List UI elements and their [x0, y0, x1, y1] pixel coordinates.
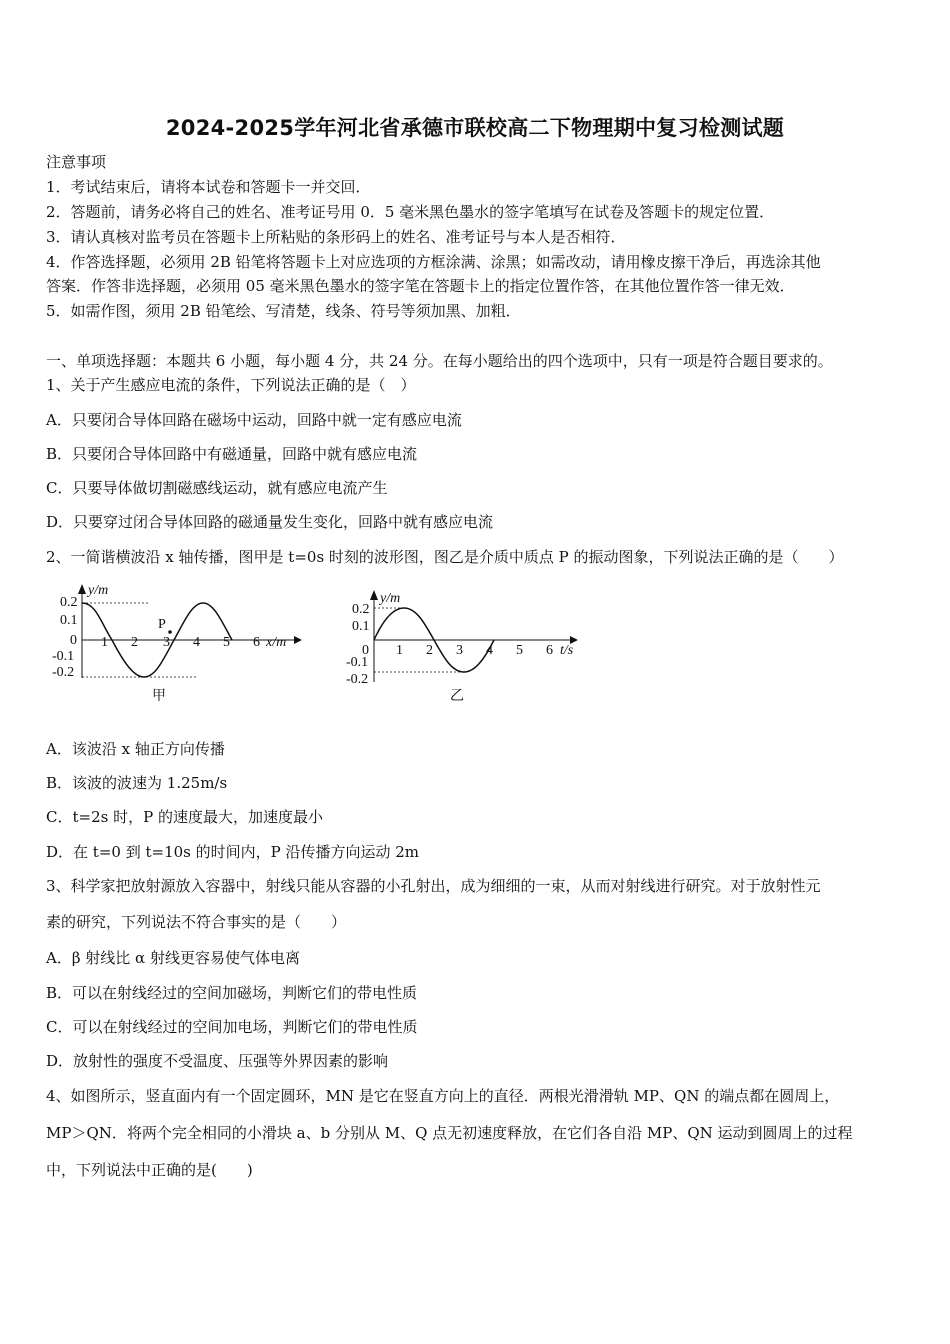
point-p-label: P: [158, 617, 166, 632]
t-tick-label: 1: [396, 643, 403, 658]
vibration-graph-yi: [338, 588, 588, 708]
x-tick-label: 3: [163, 635, 170, 650]
question-1-stem: 1、关于产生感应电流的条件，下列说法正确的是（ ）: [46, 376, 416, 394]
y-tick-label: 0.2: [352, 602, 370, 617]
y-axis-arrow: [78, 584, 86, 594]
question-1-option-a: A．只要闭合导体回路在磁场中运动，回路中就一定有感应电流: [46, 411, 462, 429]
question-1-option-c: C．只要导体做切割磁感线运动，就有感应电流产生: [46, 479, 388, 497]
x-tick-label: 1: [101, 635, 108, 650]
notice-item: 3．请认真核对监考员在答题卡上所粘贴的条形码上的姓名、准考证号与本人是否相符．: [46, 228, 626, 246]
t-axis-label: t/s: [560, 643, 574, 658]
question-4-stem-cont: 中，下列说法中正确的是( ): [46, 1161, 253, 1179]
question-3-option-c: C．可以在射线经过的空间加电场，判断它们的带电性质: [46, 1018, 418, 1036]
y-tick-label: -0.1: [52, 649, 75, 664]
y-axis-label: y/m: [380, 591, 401, 606]
notice-item: 4．作答选择题，必须用 2B 铅笔将答题卡上对应选项的方框涂满、涂黑；如需改动，请用橡皮擦干净后，再选涂其他: [46, 253, 821, 271]
point-p: [168, 630, 172, 634]
y-tick-label: 0: [70, 633, 77, 648]
y-axis-arrow: [370, 590, 378, 600]
t-tick-label: 6: [546, 643, 553, 658]
t-tick-label: 2: [426, 643, 433, 658]
figure-caption: 甲: [152, 689, 166, 704]
question-4-stem: 4、如图所示，竖直面内有一个固定圆环，MN 是它在竖直方向上的直径．两根光滑滑轨 MP、QN 的端点都在圆周上，: [46, 1087, 840, 1105]
x-tick-label: 2: [131, 635, 138, 650]
wave-graph-jia: [46, 578, 306, 706]
notice-item: 答案．作答非选择题，必须用 05 毫米黑色墨水的签字笔在答题卡上的指定位置作答，在其他位置作答一律无效．: [46, 277, 795, 295]
y-tick-label: 0.2: [60, 595, 78, 610]
y-tick-label: 0.1: [352, 619, 370, 634]
t-tick-label: 4: [486, 643, 493, 658]
x-axis-label: x/m: [266, 635, 287, 650]
x-tick-label: 4: [193, 635, 200, 650]
t-tick-label: 5: [516, 643, 523, 658]
notice-item: 2．答题前，请务必将自己的姓名、准考证号用 0．5 毫米黑色墨水的签字笔填写在试卷及答题卡的规定位置．: [46, 203, 775, 221]
question-1-option-d: D．只要穿过闭合导体回路的磁通量发生变化，回路中就有感应电流: [46, 513, 494, 531]
y-tick-label: 0: [362, 643, 369, 658]
figure-caption: 乙: [450, 689, 464, 704]
question-2-stem: 2、一简谐横波沿 x 轴传播，图甲是 t=0s 时刻的波形图，图乙是介质中质点 P 的振动图象，下列说法正确的是（ ）: [46, 548, 844, 566]
y-axis-label: y/m: [88, 583, 109, 598]
question-2-option-d: D．在 t=0 到 t=10s 的时间内，P 沿传播方向运动 2m: [46, 843, 420, 861]
question-3-option-a: A．β 射线比 α 射线更容易使气体电离: [46, 949, 300, 967]
notice-heading: 注意事项: [46, 153, 107, 171]
y-tick-label: 0.1: [60, 613, 78, 628]
question-2-option-b: B．该波的波速为 1.25m/s: [46, 774, 228, 792]
question-3-stem: 3、科学家把放射源放入容器中，射线只能从容器的小孔射出，成为细细的一束，从而对射线进行研究。对于放射性元: [46, 877, 821, 895]
x-tick-label: 6: [253, 635, 260, 650]
question-3-stem-cont: 素的研究，下列说法不符合事实的是（ ）: [46, 913, 347, 931]
notice-item: 1．考试结束后，请将本试卷和答题卡一并交回．: [46, 178, 371, 196]
t-tick-label: 3: [456, 643, 463, 658]
question-1-option-b: B．只要闭合导体回路中有磁通量，回路中就有感应电流: [46, 445, 418, 463]
page-title: 2024-2025学年河北省承德市联校高二下物理期中复习检测试题: [165, 116, 785, 140]
y-tick-label: -0.2: [52, 665, 75, 680]
question-3-option-b: B．可以在射线经过的空间加磁场，判断它们的带电性质: [46, 984, 418, 1002]
question-4-stem-cont: MP＞QN．将两个完全相同的小滑块 a、b 分别从 M、Q 点无初速度释放，在它们各自沿 MP、QN 运动到圆周上的过程: [46, 1124, 853, 1142]
notice-item: 5．如需作图，须用 2B 铅笔绘、写清楚，线条、符号等须加黑、加粗．: [46, 302, 521, 320]
x-axis-arrow: [294, 636, 302, 644]
question-2-option-a: A．该波沿 x 轴正方向传播: [46, 740, 225, 758]
y-tick-label: -0.2: [346, 672, 369, 687]
question-2-option-c: C．t=2s 时，P 的速度最大，加速度最小: [46, 808, 323, 826]
section-heading: 一、单项选择题：本题共 6 小题，每小题 4 分，共 24 分。在每小题给出的四个选项中，只有一项是符合题目要求的。: [46, 352, 833, 370]
y-tick-label: -0.1: [346, 655, 369, 670]
question-3-option-d: D．放射性的强度不受温度、压强等外界因素的影响: [46, 1052, 389, 1070]
x-tick-label: 5: [223, 635, 230, 650]
